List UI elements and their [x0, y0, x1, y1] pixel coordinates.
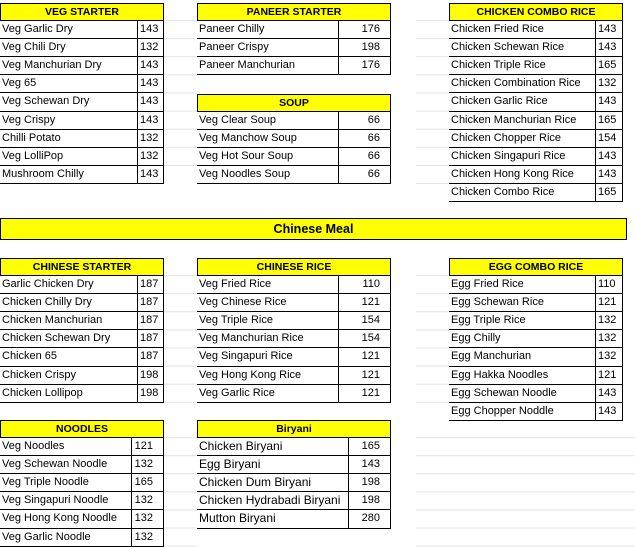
noodles-item-price[interactable]: 165: [132, 474, 164, 492]
empty-cells: [164, 420, 197, 547]
chicken-combo-rice-item-name[interactable]: Chicken Hong Kong Rice: [449, 166, 596, 184]
section-title: Chinese Meal: [0, 218, 627, 240]
chinese-rice-item-price[interactable]: 121: [339, 367, 391, 385]
noodles-item-name[interactable]: Veg Singapuri Noodle: [0, 492, 132, 510]
soup-item-name[interactable]: Veg Clear Soup: [197, 112, 339, 130]
veg-starter-item-name[interactable]: Chilli Potato: [0, 130, 138, 148]
paneer-starter-item-price[interactable]: 198: [339, 39, 391, 57]
soup-item-price[interactable]: 66: [339, 112, 391, 130]
noodles-item-name[interactable]: Veg Schewan Noodle: [0, 456, 132, 474]
egg-combo-rice-item-price[interactable]: 143: [596, 403, 623, 421]
chicken-combo-rice-item-name[interactable]: Chicken Schewan Rice: [449, 39, 596, 57]
chicken-combo-rice-item-price[interactable]: 165: [596, 184, 623, 202]
chicken-combo-rice-item-name[interactable]: Chicken Combination Rice: [449, 75, 596, 93]
egg-combo-rice-item-name[interactable]: Egg Manchurian: [449, 348, 596, 367]
chinese-starter-item-price[interactable]: 187: [138, 312, 164, 330]
chinese-starter-header[interactable]: CHINESE STARTER: [0, 258, 164, 276]
empty-cells: [164, 258, 197, 403]
biryani-item-name[interactable]: Chicken Hydrabadi Biryani: [197, 492, 349, 510]
biryani-item-price[interactable]: 165: [349, 438, 391, 456]
biryani-item-name[interactable]: Chicken Dum Biryani: [197, 474, 349, 492]
chinese-starter-item-name[interactable]: Chicken 65: [0, 348, 138, 367]
veg-starter-item-name[interactable]: Veg LolliPop: [0, 148, 138, 166]
egg-combo-rice-item-price[interactable]: 132: [596, 348, 623, 367]
veg-starter-item-name[interactable]: Veg Chili Dry: [0, 39, 138, 57]
chinese-rice-item-name[interactable]: Veg Singapuri Rice: [197, 348, 339, 367]
chinese-starter-item-name[interactable]: Chicken Crispy: [0, 367, 138, 385]
noodles-item-name[interactable]: Veg Hong Kong Noodle: [0, 510, 132, 529]
paneer-starter-item-name[interactable]: Paneer Chilly: [197, 21, 339, 39]
chicken-combo-rice-item-price[interactable]: 143: [596, 93, 623, 112]
chicken-combo-rice-header[interactable]: CHICKEN COMBO RICE: [449, 3, 623, 21]
egg-combo-rice-item-name[interactable]: Egg Chilly: [449, 330, 596, 348]
veg-starter-item-name[interactable]: Veg 65: [0, 75, 138, 93]
chicken-combo-rice-item-price[interactable]: 165: [596, 112, 623, 130]
chinese-starter-item-price[interactable]: 187: [138, 294, 164, 312]
egg-combo-rice-item-price[interactable]: 143: [596, 385, 623, 403]
veg-starter-item-price[interactable]: 143: [138, 93, 164, 112]
veg-starter-item-price[interactable]: 143: [138, 57, 164, 75]
egg-combo-rice-item-price[interactable]: 121: [596, 294, 623, 312]
chicken-combo-rice-item-price[interactable]: 143: [596, 39, 623, 57]
chinese-rice-item-price[interactable]: 121: [339, 385, 391, 403]
egg-combo-rice-item-price[interactable]: 110: [596, 276, 623, 294]
egg-combo-rice-header[interactable]: EGG COMBO RICE: [449, 258, 623, 276]
chicken-combo-rice-item-name[interactable]: Chicken Manchurian Rice: [449, 112, 596, 130]
egg-combo-rice-item-name[interactable]: Egg Hakka Noodles: [449, 367, 596, 385]
veg-starter-item-name[interactable]: Veg Schewan Dry: [0, 93, 138, 112]
egg-combo-rice-item-name[interactable]: Egg Triple Rice: [449, 312, 596, 330]
chicken-combo-rice-item-price[interactable]: 143: [596, 148, 623, 166]
empty-cells: [416, 420, 635, 547]
empty-cells: [416, 258, 449, 418]
chicken-combo-rice-item-price[interactable]: 143: [596, 166, 623, 184]
chinese-rice-item-name[interactable]: Veg Fried Rice: [197, 276, 339, 294]
veg-starter-item-name[interactable]: Veg Manchurian Dry: [0, 57, 138, 75]
noodles-item-price[interactable]: 121: [132, 438, 164, 456]
noodles-item-name[interactable]: Veg Garlic Noodle: [0, 529, 132, 547]
soup-item-price[interactable]: 66: [339, 130, 391, 148]
chicken-combo-rice-item-price[interactable]: 154: [596, 130, 623, 148]
paneer-starter-header[interactable]: PANEER STARTER: [197, 3, 391, 21]
chicken-combo-rice-item-price[interactable]: 132: [596, 75, 623, 93]
chinese-rice-item-price[interactable]: 110: [339, 276, 391, 294]
veg-starter-item-price[interactable]: 132: [138, 148, 164, 166]
chinese-starter-item-price[interactable]: 187: [138, 276, 164, 294]
veg-starter-item-price[interactable]: 143: [138, 21, 164, 39]
soup-item-name[interactable]: Veg Noodles Soup: [197, 166, 339, 184]
paneer-starter-item-name[interactable]: Paneer Manchurian: [197, 57, 339, 75]
egg-combo-rice-item-name[interactable]: Egg Schewan Rice: [449, 294, 596, 312]
soup-header[interactable]: SOUP: [197, 94, 391, 112]
chicken-combo-rice-item-name[interactable]: Chicken Fried Rice: [449, 21, 596, 39]
chinese-starter-item-price[interactable]: 187: [138, 330, 164, 348]
biryani-item-price[interactable]: 280: [349, 510, 391, 529]
chinese-rice-item-name[interactable]: Veg Hong Kong Rice: [197, 367, 339, 385]
noodles-item-price[interactable]: 132: [132, 456, 164, 474]
chinese-starter-item-name[interactable]: Chicken Chilly Dry: [0, 294, 138, 312]
chicken-combo-rice-item-name[interactable]: Chicken Combo Rice: [449, 184, 596, 202]
chicken-combo-rice-item-name[interactable]: Chicken Triple Rice: [449, 57, 596, 75]
biryani-item-name[interactable]: Mutton Biryani: [197, 510, 349, 529]
egg-combo-rice-item-price[interactable]: 132: [596, 312, 623, 330]
veg-starter-item-price[interactable]: 143: [138, 75, 164, 93]
biryani-item-price[interactable]: 198: [349, 474, 391, 492]
paneer-starter-item-price[interactable]: 176: [339, 57, 391, 75]
noodles-item-price[interactable]: 132: [132, 492, 164, 510]
veg-starter-item-price[interactable]: 143: [138, 166, 164, 184]
noodles-item-name[interactable]: Veg Triple Noodle: [0, 474, 132, 492]
egg-combo-rice-item-name[interactable]: Egg Fried Rice: [449, 276, 596, 294]
paneer-starter-item-price[interactable]: 176: [339, 21, 391, 39]
egg-combo-rice-item-price[interactable]: 132: [596, 330, 623, 348]
biryani-header[interactable]: Biryani: [197, 420, 391, 438]
chicken-combo-rice-item-price[interactable]: 143: [596, 21, 623, 39]
chinese-starter-item-name[interactable]: Garlic Chicken Dry: [0, 276, 138, 294]
chinese-rice-item-name[interactable]: Veg Triple Rice: [197, 312, 339, 330]
biryani-item-name[interactable]: Chicken Biryani: [197, 438, 349, 456]
soup-item-name[interactable]: Veg Hot Sour Soup: [197, 148, 339, 166]
chinese-starter-item-name[interactable]: Chicken Schewan Dry: [0, 330, 138, 348]
biryani-item-name[interactable]: Egg Biryani: [197, 456, 349, 474]
chicken-combo-rice-item-name[interactable]: Chicken Singapuri Rice: [449, 148, 596, 166]
chinese-starter-item-price[interactable]: 198: [138, 385, 164, 403]
chinese-rice-header[interactable]: CHINESE RICE: [197, 258, 391, 276]
chinese-rice-item-name[interactable]: Veg Manchurian Rice: [197, 330, 339, 348]
egg-combo-rice-item-name[interactable]: Egg Schewan Noodle: [449, 385, 596, 403]
noodles-item-price[interactable]: 132: [132, 510, 164, 529]
soup-item-name[interactable]: Veg Manchow Soup: [197, 130, 339, 148]
chinese-starter-item-price[interactable]: 198: [138, 367, 164, 385]
veg-starter-item-name[interactable]: Veg Crispy: [0, 112, 138, 130]
biryani-item-price[interactable]: 143: [349, 456, 391, 474]
veg-starter-header[interactable]: VEG STARTER: [0, 3, 164, 21]
empty-cells: [416, 3, 449, 188]
veg-starter-item-name[interactable]: Mushroom Chilly: [0, 166, 138, 184]
chinese-starter-item-price[interactable]: 187: [138, 348, 164, 367]
noodles-header[interactable]: NOODLES: [0, 420, 164, 438]
noodles-item-name[interactable]: Veg Noodles: [0, 438, 132, 456]
noodles-item-price[interactable]: 132: [132, 529, 164, 547]
chinese-rice-item-price[interactable]: 154: [339, 330, 391, 348]
veg-starter-item-price[interactable]: 132: [138, 39, 164, 57]
egg-combo-rice-item-price[interactable]: 121: [596, 367, 623, 385]
chinese-rice-item-price[interactable]: 121: [339, 348, 391, 367]
chinese-starter-item-name[interactable]: Chicken Lollipop: [0, 385, 138, 403]
chinese-rice-item-name[interactable]: Veg Chinese Rice: [197, 294, 339, 312]
biryani-item-price[interactable]: 198: [349, 492, 391, 510]
empty-cells: [164, 3, 197, 166]
chinese-rice-item-price[interactable]: 154: [339, 312, 391, 330]
chinese-rice-item-name[interactable]: Veg Garlic Rice: [197, 385, 339, 403]
paneer-starter-item-name[interactable]: Paneer Crispy: [197, 39, 339, 57]
chicken-combo-rice-item-name[interactable]: Chicken Garlic Rice: [449, 93, 596, 112]
chicken-combo-rice-item-price[interactable]: 165: [596, 57, 623, 75]
veg-starter-item-price[interactable]: 143: [138, 112, 164, 130]
chicken-combo-rice-item-name[interactable]: Chicken Chopper Rice: [449, 130, 596, 148]
chinese-starter-item-name[interactable]: Chicken Manchurian: [0, 312, 138, 330]
soup-item-price[interactable]: 66: [339, 166, 391, 184]
veg-starter-item-name[interactable]: Veg Garlic Dry: [0, 21, 138, 39]
chinese-rice-item-price[interactable]: 121: [339, 294, 391, 312]
soup-item-price[interactable]: 66: [339, 148, 391, 166]
egg-combo-rice-item-name[interactable]: Egg Chopper Noddle: [449, 403, 596, 421]
veg-starter-item-price[interactable]: 132: [138, 130, 164, 148]
